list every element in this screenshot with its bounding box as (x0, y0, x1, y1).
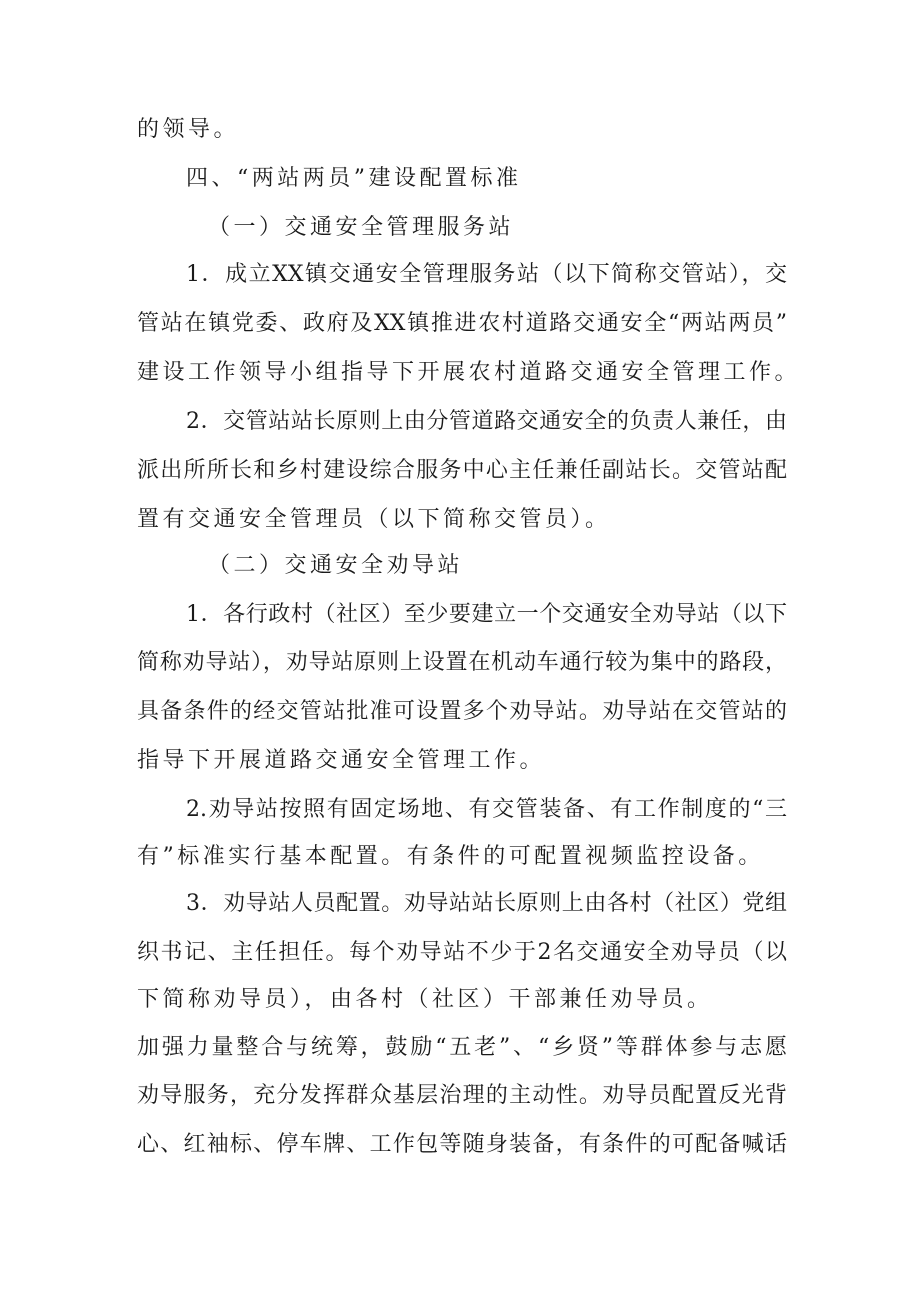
text-line-20: 加强力量整合与统筹，鼓励“五老”、“乡贤”等群体参与志愿 (137, 1035, 787, 1060)
text-line-14: 指导下开展道路交通安全管理工作。 (137, 748, 546, 773)
text-line-21: 劝导服务，充分发挥群众基层治理的主动性。劝导员配置反光背 (137, 1083, 787, 1108)
text-line-17: 3．劝导站人员配置。劝导站站长原则上由各村（社区）党组 (186, 891, 787, 916)
text-line-19: 下简称劝导员），由各村（社区）干部兼任劝导员。 (137, 987, 713, 1012)
text-line-15: 2.劝导站按照有固定场地、有交管装备、有工作制度的“三 (186, 797, 787, 822)
text-line-4: 1．成立XX镇交通安全管理服务站（以下简称交管站），交 (186, 262, 787, 287)
text-line-22: 心、红袖标、停车牌、工作包等随身装备，有条件的可配备喊话 (137, 1132, 787, 1157)
text-line-8: 派出所所长和乡村建设综合服务中心主任兼任副站长。交管站配 (137, 458, 787, 483)
text-line-16: 有”标准实行基本配置。有条件的可配置视频监控设备。 (137, 844, 764, 869)
text-line-12: 简称劝导站），劝导站原则上设置在机动车通行较为集中的路段， (137, 650, 787, 675)
subsection-heading-2: （二）交通安全劝导站 (208, 553, 464, 578)
subsection-heading-1: （一）交通安全管理服务站 (208, 215, 515, 240)
text-line-9: 置有交通安全管理员（以下简称交管员）。 (137, 507, 611, 532)
text-line-6: 建设工作领导小组指导下开展农村道路交通安全管理工作。 (137, 360, 801, 385)
text-line-18: 织书记、主任担任。每个劝导站不少于2名交通安全劝导员（以 (137, 940, 787, 965)
section-heading-4: 四、“两站两员”建设配置标准 (186, 166, 522, 191)
text-line-7: 2．交管站站长原则上由分管道路交通安全的负责人兼任，由 (186, 409, 787, 434)
text-line-13: 具备条件的经交管站批准可设置多个劝导站。劝导站在交管站的 (137, 699, 787, 724)
text-line-1: 的领导。 (137, 117, 240, 142)
text-line-5: 管站在镇党委、政府及XX镇推进农村道路交通安全“两站两员” (137, 311, 787, 336)
text-line-11: 1．各行政村（社区）至少要建立一个交通安全劝导站（以下 (186, 602, 787, 627)
